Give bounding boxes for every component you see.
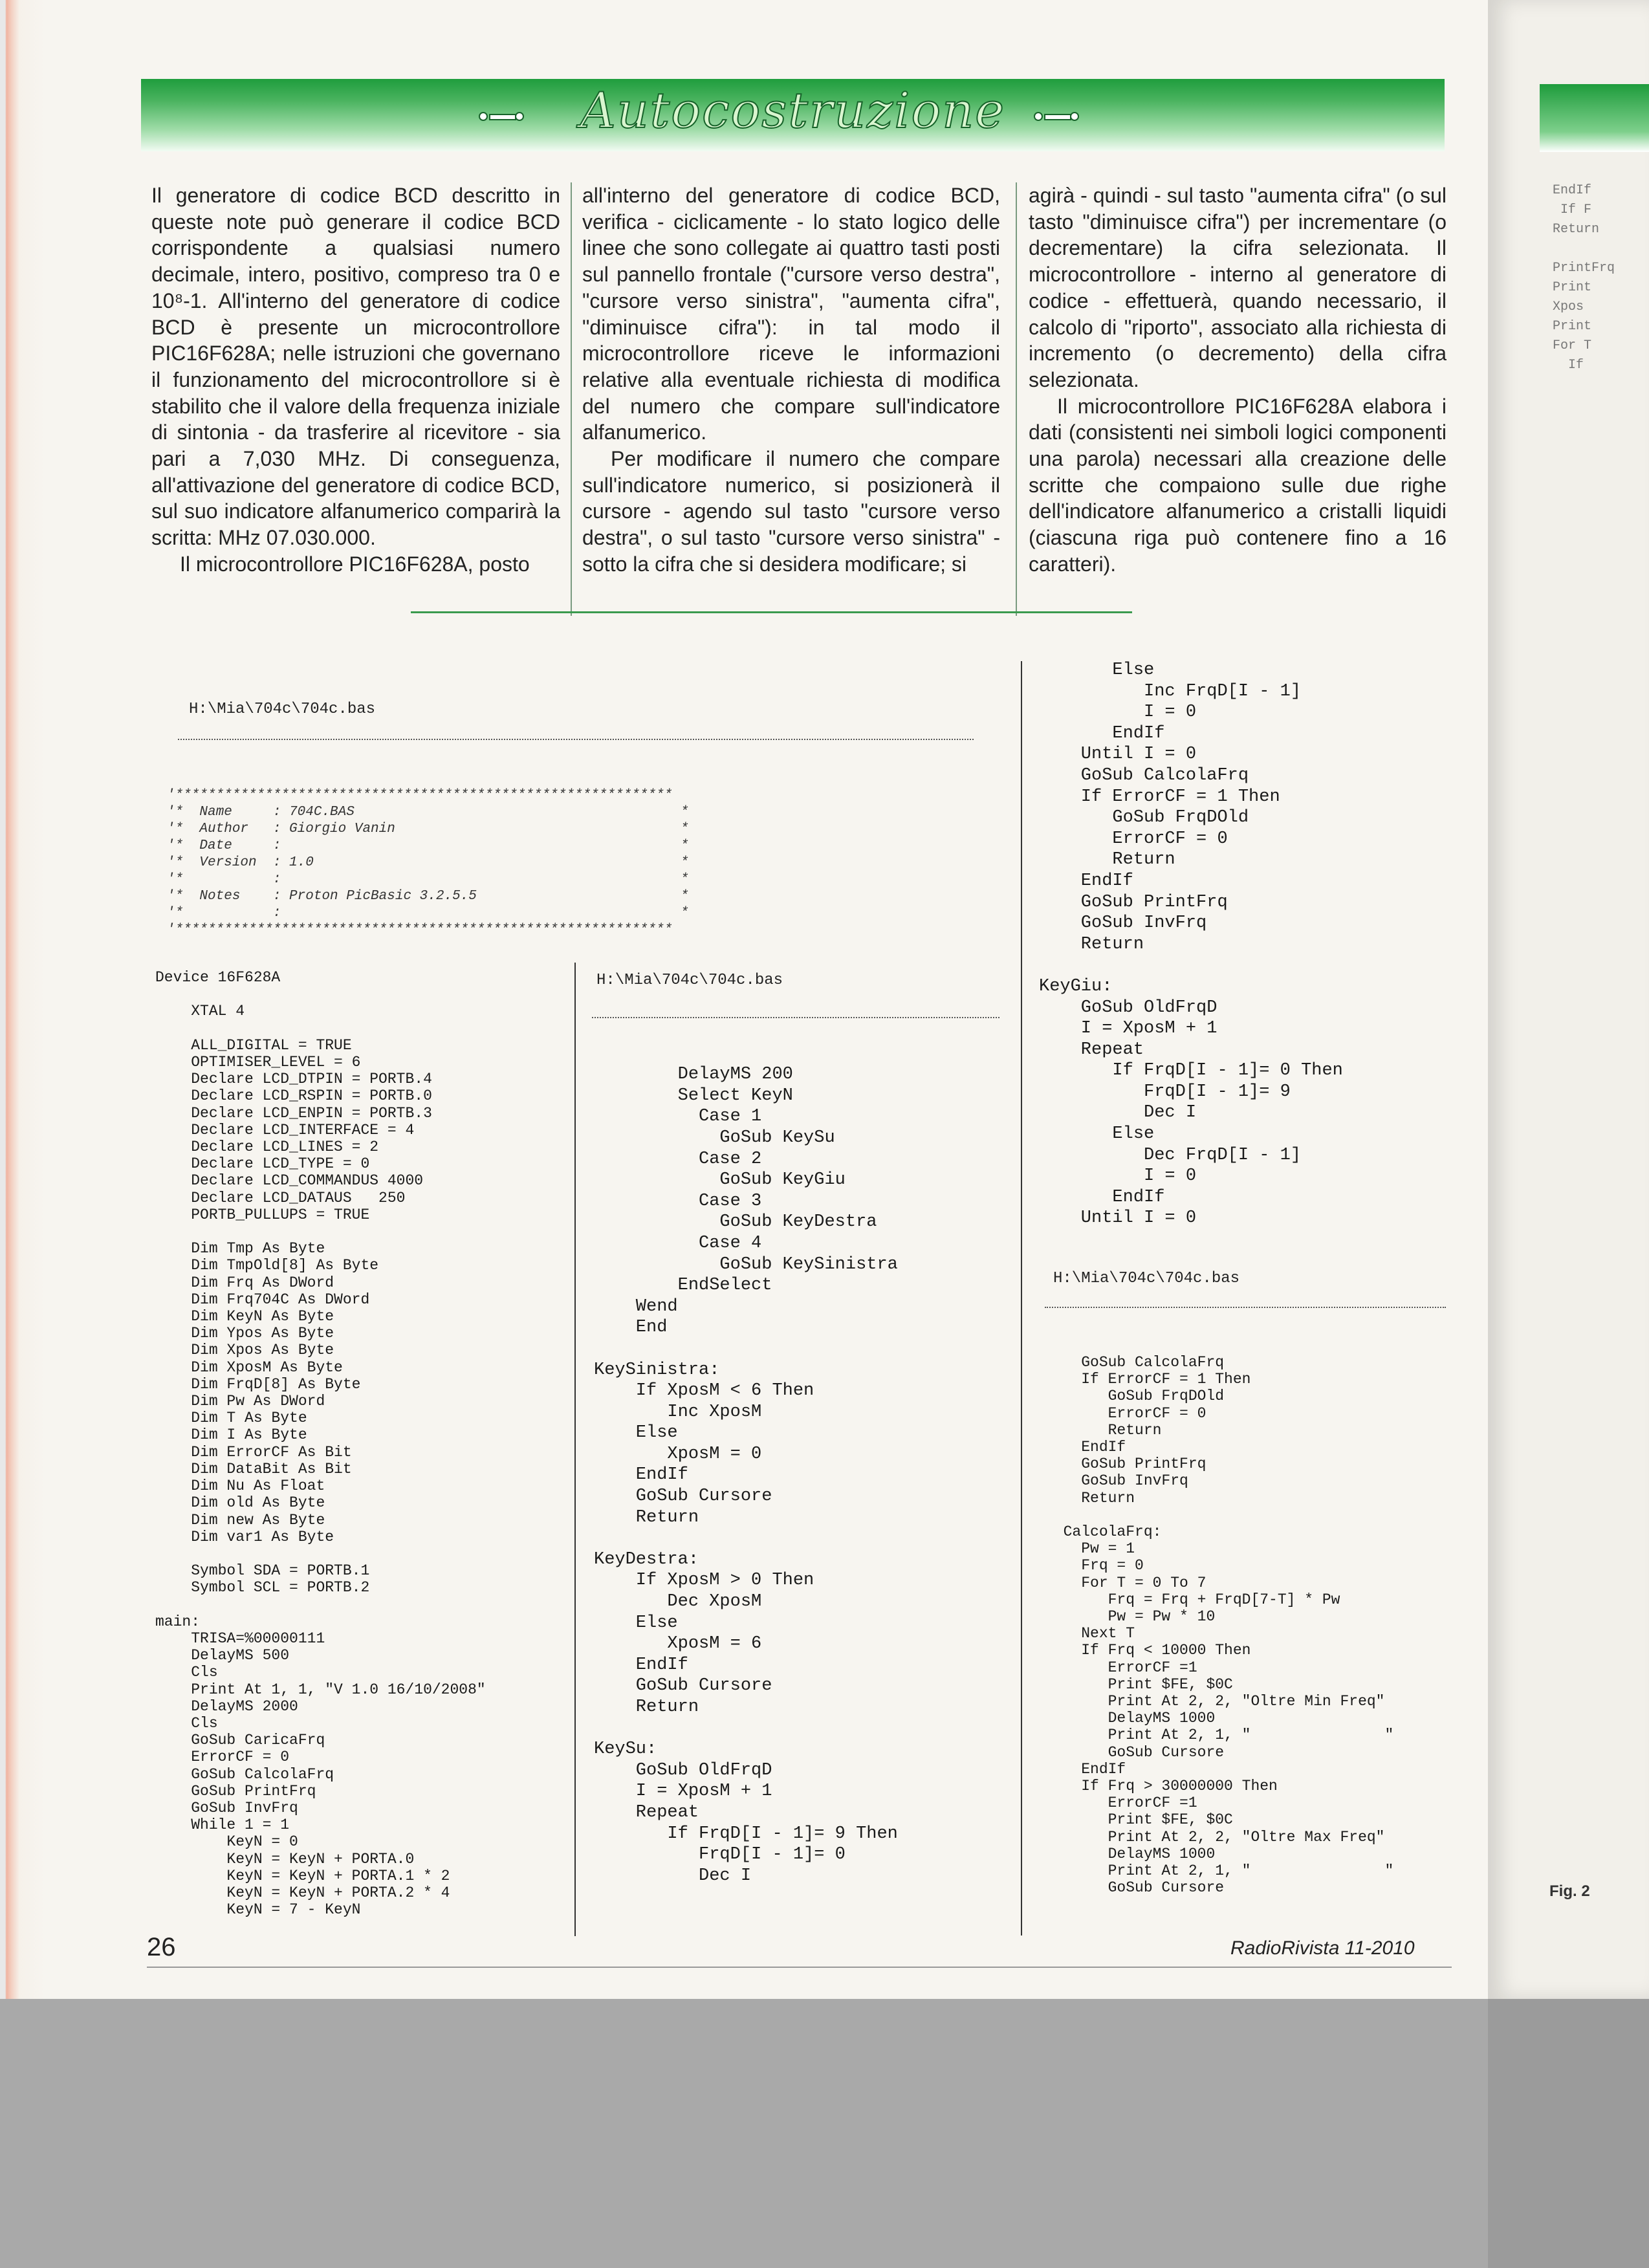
code-listing-part-1: Device 16F628A XTAL 4 ALL_DIGITAL = TRUE OPTIMISER_LEVEL = 6 Declare LCD_DTPIN = PORTB.4 Declare LCD_RSPIN = PORTB.0 Declare LCD_ENPIN = PORTB.3 Declare LCD_INTERFACE = 4 Declare LCD_LINES = 2 Declare LCD_TYPE = 0 Declare LCD_COMMANDUS 4000 Declare LCD_DATAUS 250 PORTB_PULLUPS = TRUE Dim Tmp As Byte Dim TmpOld[8] As Byte Dim Frq As DWord Dim Frq704C As DWord Dim KeyN As Byte Dim Ypos As Byte Dim Xpos As Byte Dim XposM As Byte Dim FrqD[8] As Byte Dim Pw As DWord Dim T As Byte Dim I As Byte Dim ErrorCF As Bit Dim DataBit As Bit Dim Nu As Float Dim old As Byte Dim new As Byte Dim var1 As Byte Symbol SDA = PORTB.1 Symbol SCL = PORTB.2 main: TRISA=%00000111 DelayMS 500 Cls Print At 1, 1, "V 1.0 16/10/2008" DelayMS 2000 Cls GoSub CaricaFrq ErrorCF = 0 GoSub CalcolaFrq GoSub PrintFrq GoSub InvFrq While 1 = 1 KeyN = 0 KeyN = KeyN + PORTA.0 KeyN = KeyN + PORTA.1 * 2 KeyN = KeyN + PORTA.2 * 4 KeyN = 7 - KeyN bbox=[155, 969, 486, 1919]
listing-header-comment: '************************************************************* '* Name : 704C.BAS * '* Author : Giorgio Vanin * '* Date : * '* Version : 1.0 * '* : * '* Notes : Proton PicBasic 3.2.5.5 * '* : * '************************************************************* bbox=[167, 788, 689, 937]
adjacent-page-banner bbox=[1540, 84, 1649, 152]
section-separator bbox=[411, 611, 1132, 613]
banner-ornament-right bbox=[1034, 110, 1079, 122]
listing-file-path: H:\Mia\704c\704c.bas bbox=[189, 701, 376, 718]
magazine-footer: RadioRivista 11-2010 bbox=[1230, 1937, 1415, 1959]
article-column-1 bbox=[151, 182, 560, 578]
adjacent-figure-label: Fig. 2 bbox=[1549, 1882, 1590, 1900]
code-listing-part-4: GoSub CalcolaFrq If ErrorCF = 1 Then GoSub FrqDOld ErrorCF = 0 Return EndIf GoSub PrintFrq GoSub InvFrq Return CalcolaFrq: Pw = 1 Frq = 0 For T = 0 To 7 Frq = Frq + FrqD[7-T] * Pw Pw = Pw * 10 Next T If Frq < 10000 Then ErrorCF =1 Print $FE, $0C Print At 2, 2, "Oltre Min Freq" DelayMS 1000 Print At 2, 1, " " GoSub Cursore EndIf If Frq > 30000000 Then ErrorCF =1 Print $FE, $0C Print At 2, 2, "Oltre Max Freq" DelayMS 1000 Print At 2, 1, " " GoSub Cursore bbox=[1063, 1354, 1394, 1897]
listing-file-path: H:\Mia\704c\704c.bas bbox=[1053, 1270, 1240, 1287]
scanner-background bbox=[0, 1999, 1488, 2268]
code-listing-part-2: DelayMS 200 Select KeyN Case 1 GoSub KeySu Case 2 GoSub KeyGiu Case 3 GoSub KeyDestra Case 4 GoSub KeySinistra EndSelect Wend End KeySinistra: If XposM < 6 Then Inc XposM Else XposM = 0 EndIf GoSub Cursore Return KeyDestra: If XposM > 0 Then Dec XposM Else XposM = 6 EndIf GoSub Cursore Return KeySu: GoSub OldFrqD I = XposM + 1 Repeat If FrqD[I - 1]= 9 Then FrqD[I - 1]= 0 Dec I bbox=[594, 1065, 898, 1886]
paragraph: Il microcontrollore PIC16F628A, posto bbox=[180, 552, 530, 576]
column-divider bbox=[571, 182, 572, 616]
listing-separator bbox=[1045, 1307, 1446, 1308]
article-column-3 bbox=[1029, 182, 1447, 578]
section-title: Autocostruzione bbox=[580, 82, 1006, 139]
listing-separator bbox=[178, 739, 974, 740]
listing-column-divider bbox=[574, 963, 576, 1936]
listing-column-divider bbox=[1021, 661, 1022, 1935]
paragraph: Per modificare il numero che compare sull'indicatore numerico, si posizionerà il cursore - agendo sul tasto "cursore verso destra", o sul tasto "cursore verso sinistra" - sotto la cifra che si desidera modificare; si bbox=[582, 447, 1000, 576]
footer-rule bbox=[147, 1967, 1452, 1968]
page-number: 26 bbox=[147, 1933, 176, 1961]
code-listing-part-3: Else Inc FrqD[I - 1] I = 0 EndIf Until I = 0 GoSub CalcolaFrq If ErrorCF = 1 Then GoSub FrqDOld ErrorCF = 0 Return EndIf GoSub PrintFrq GoSub InvFrq Return KeyGiu: GoSub OldFrqD I = XposM + 1 Repeat If FrqD[I - 1]= 0 Then FrqD[I - 1]= 9 Dec I Else Dec FrqD[I - 1] I = 0 EndIf Until I = 0 bbox=[1039, 660, 1343, 1228]
column-divider bbox=[1016, 182, 1017, 616]
article-column-2 bbox=[582, 182, 1000, 578]
paragraph: Il generatore di codice BCD descritto in queste note può generare il codice BCD corrispondente a qualsiasi numero decimale, intero, positivo, compreso tra 0 e 10⁸-1. All'interno del generatore di codice BCD è presente un microcontrollore PIC16F628A; nelle istruzioni che governano il funzionamento del microcontrollore si è stabilito che il valore della frequenza iniziale di sintonia - da trasferire al ricevitore - sia pari a 7,030 MHz. Di conseguenza, all'attivazione del generatore di codice BCD, sul suo indicatore alfanumerico comparirà la scritta: MHz 07.030.000. bbox=[151, 184, 560, 550]
adjacent-page-code: EndIf If F Return PrintFrq Print Xpos Print For T If bbox=[1553, 183, 1615, 373]
section-banner bbox=[141, 79, 1445, 151]
paragraph: all'interno del generatore di codice BCD, verifica - ciclicamente - lo stato logico delle linee che sono collegate ai quattro tasti posti sul pannello frontale ("cursore verso destra", "cursore verso sinistra", "aumenta cifra", "diminuisce cifra"): in tal modo il microcontrollore riceve le informazioni relative alla eventuale richiesta di modifica del numero che compare sull'indicatore alfanumerico. bbox=[582, 184, 1000, 444]
paragraph: agirà - quindi - sul tasto "aumenta cifra" (o sul tasto "diminuisce cifra") per incrementare (o decrementare) la cifra selezionata. Il microcontrollore - interno al generatore di codice - effettuerà, quando necessario, il calcolo di "riporto", associato alla richiesta di incremento (o decremento) della cifra selezionata. bbox=[1029, 184, 1447, 391]
binding-edge bbox=[0, 0, 45, 1999]
paragraph: Il microcontrollore PIC16F628A elabora i dati (consistenti nei simboli logici componenti una parola) necessari alla creazione delle scritte che compaiono sulle due righe dell'indicatore alfanumerico a cristalli liquidi (ciascuna riga può contenere fino a 16 caratteri). bbox=[1029, 394, 1447, 576]
listing-file-path: H:\Mia\704c\704c.bas bbox=[596, 972, 783, 989]
listing-separator bbox=[592, 1017, 999, 1018]
